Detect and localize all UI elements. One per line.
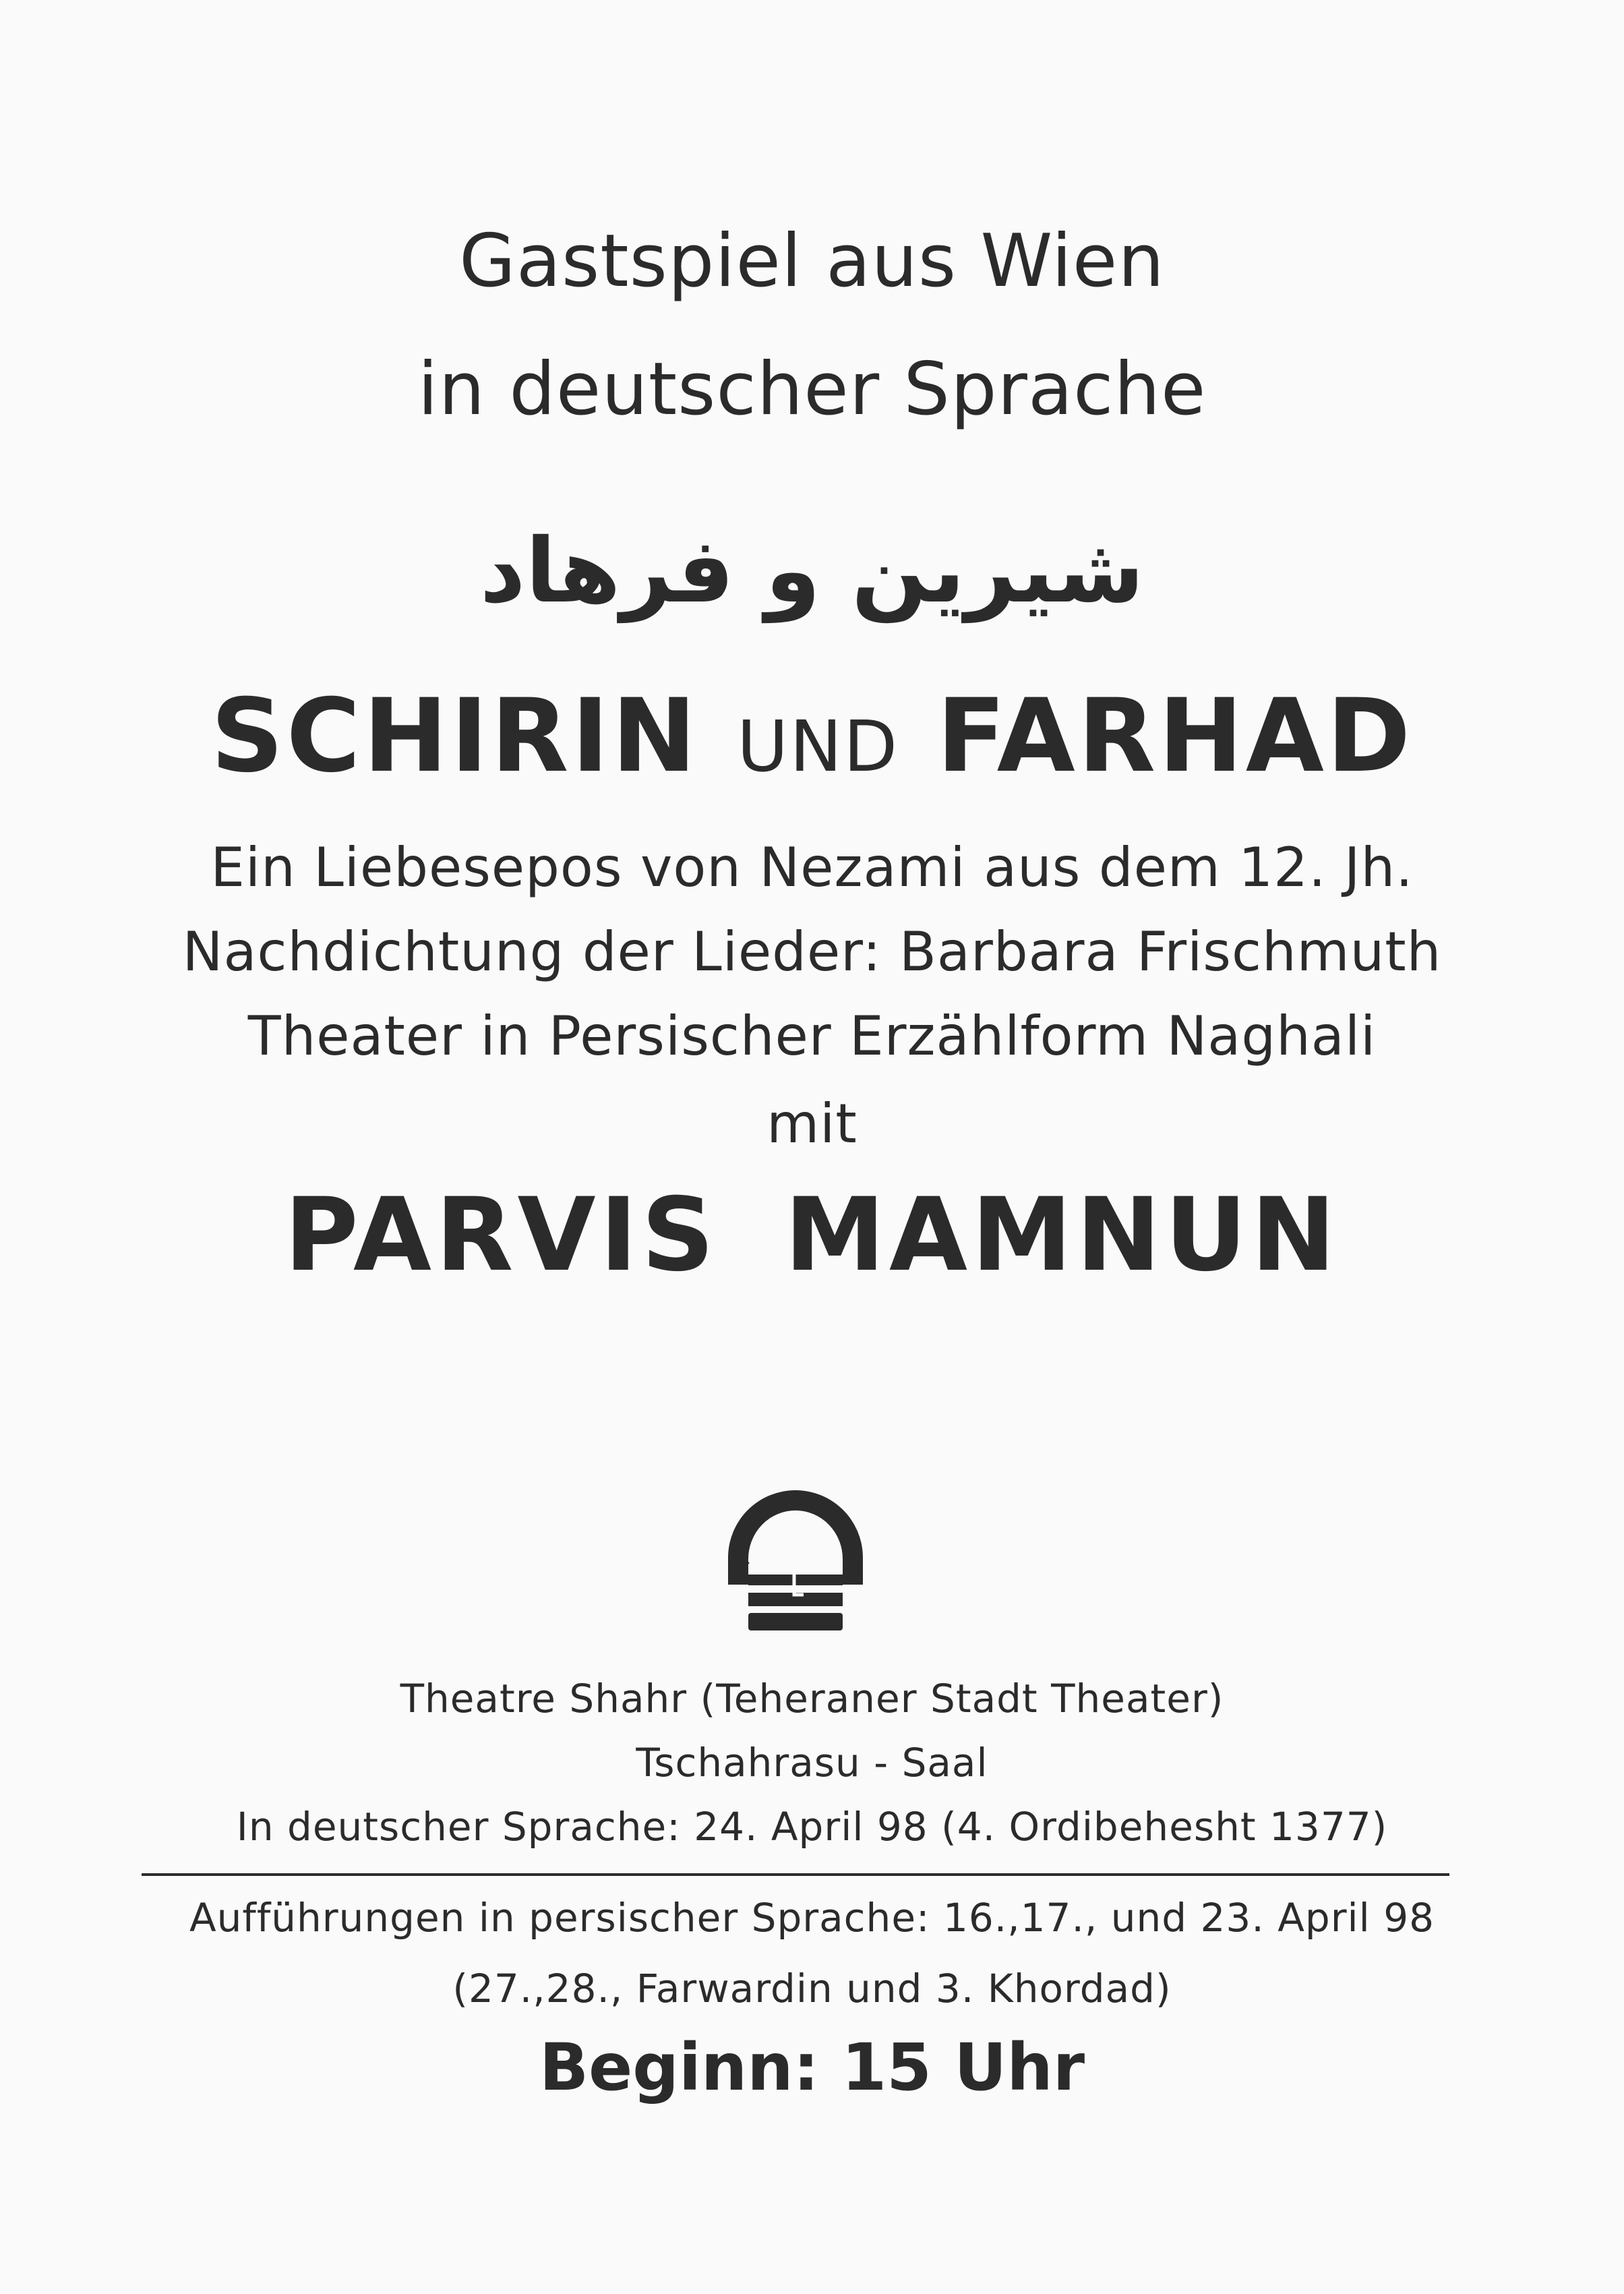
begin-time: Beginn: 15 Uhr	[539, 2030, 1085, 2105]
performer-name: PARVIS MAMNUN	[284, 1177, 1340, 1294]
venue-line-3: In deutscher Sprache: 24. April 98 (4. Ordibehesht 1377)	[236, 1804, 1388, 1850]
persian-performances-line-2: (27.,28., Farwardin und 3. Khordad)	[452, 1966, 1172, 2011]
description-line-3: Theater in Persischer Erzählform Naghali	[247, 1005, 1377, 1067]
description-line-4: mit	[766, 1092, 858, 1155]
header-line-1: Gastspiel aus Wien	[459, 219, 1165, 303]
title-und: UND	[737, 705, 899, 788]
venue-line-1: Theatre Shahr (Teheraner Stadt Theater)	[400, 1676, 1224, 1722]
theatre-arch-logo-icon	[721, 1483, 870, 1645]
persian-title: شيرين و فرهاد	[479, 519, 1145, 623]
divider-rule	[142, 1873, 1449, 1876]
description-line-1: Ein Liebesepos von Nezami aus dem 12. Jh.	[210, 836, 1414, 899]
title-farhad: FARHAD	[936, 678, 1414, 795]
header-line-2: in deutscher Sprache	[417, 347, 1207, 432]
persian-performances-line-1: Aufführungen in persischer Sprache: 16.,17., und 23. April 98	[189, 1895, 1435, 1941]
description-line-2: Nachdichtung der Lieder: Barbara Frischmuth	[182, 920, 1442, 983]
venue-line-2: Tschahrasu - Saal	[636, 1740, 988, 1786]
title-schirin: SCHIRIN	[210, 678, 699, 795]
main-title	[0, 678, 1624, 795]
